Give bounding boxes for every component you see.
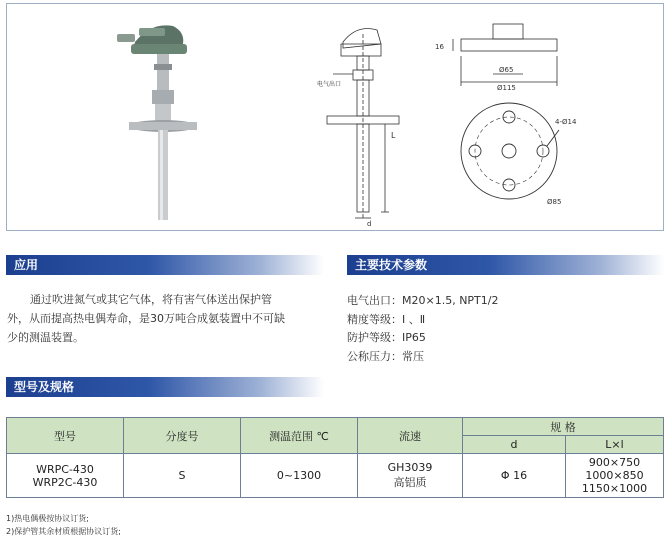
- application-text-line2: 外，从而提高热电偶寿命，是30万吨合成氨装置中不可缺: [7, 312, 285, 325]
- header-spec: 规 格: [463, 418, 664, 436]
- spec-table: [6, 417, 664, 498]
- product-figure-panel: [6, 3, 664, 231]
- L-1: 900×750: [588, 456, 641, 469]
- outlet-label: 电气出口: [317, 81, 342, 88]
- L-3: 1150×1000: [581, 482, 648, 495]
- L-2: 1000×850: [585, 469, 644, 482]
- table-header-row: [7, 418, 664, 436]
- cell-model: [7, 454, 124, 498]
- param-label: 精度等级：: [347, 313, 402, 326]
- note-1: 1)热电偶极按协议订货;: [6, 514, 89, 523]
- parameters-section-header: 主要技术参数: [347, 255, 664, 275]
- cell-graduation: S: [124, 454, 241, 498]
- param-value: 常压: [402, 350, 424, 363]
- thermocouple-photo: [117, 25, 197, 220]
- param-row-protection: [347, 329, 426, 345]
- phi115-label: Ø115: [497, 84, 516, 92]
- cell-L: [566, 454, 664, 498]
- param-value: M20×1.5, NPT1/2: [402, 294, 499, 307]
- param-value: IP65: [402, 331, 426, 344]
- application-section-header: 应用: [6, 255, 324, 275]
- header-L: L×l: [566, 436, 664, 454]
- application-text-line1: 通过吹进氮气或其它气体，将有害气体送出保护管: [30, 293, 272, 306]
- header-range: 测温范围 ℃: [241, 418, 358, 454]
- length-L-label: L: [391, 131, 396, 140]
- diameter-d-label: d: [367, 220, 372, 228]
- header-graduation: 分度号: [124, 418, 241, 454]
- phi85-label: Ø85: [547, 198, 562, 206]
- flange-thickness-label: 16: [435, 43, 444, 51]
- param-row-outlet: [347, 292, 498, 308]
- param-row-pressure: [347, 348, 424, 364]
- param-value: Ⅰ 、Ⅱ: [402, 313, 426, 326]
- param-row-accuracy: [347, 311, 425, 327]
- param-label: 电气出口：: [347, 294, 402, 307]
- holes-label: 4-Ø14: [555, 118, 577, 126]
- flow-2: 高铝质: [393, 476, 427, 489]
- cell-flow: [358, 454, 463, 498]
- flange-side-view: [453, 24, 557, 86]
- header-d: d: [463, 436, 566, 454]
- flange-top-view: [461, 103, 559, 199]
- side-view-drawing: [327, 29, 399, 219]
- header-flow: 流速: [358, 418, 463, 454]
- product-drawings: [7, 4, 663, 230]
- param-label: 公称压力：: [347, 350, 402, 363]
- phi65-label: Ø65: [499, 66, 514, 74]
- cell-d: Φ 16: [463, 454, 566, 498]
- application-text-line3: 少的测温装置。: [7, 331, 84, 344]
- param-label: 防护等级：: [347, 331, 402, 344]
- note-2: 2)保护管其余材质根据协议订货;: [6, 527, 121, 536]
- table-row: [7, 454, 664, 498]
- models-section-header: 型号及规格: [6, 377, 324, 397]
- model-1: WRPC-430: [36, 462, 94, 476]
- cell-range: 0~1300: [241, 454, 358, 498]
- header-model: 型号: [7, 418, 124, 454]
- model-2: WRP2C-430: [32, 475, 98, 489]
- flow-1: GH3039: [387, 461, 433, 474]
